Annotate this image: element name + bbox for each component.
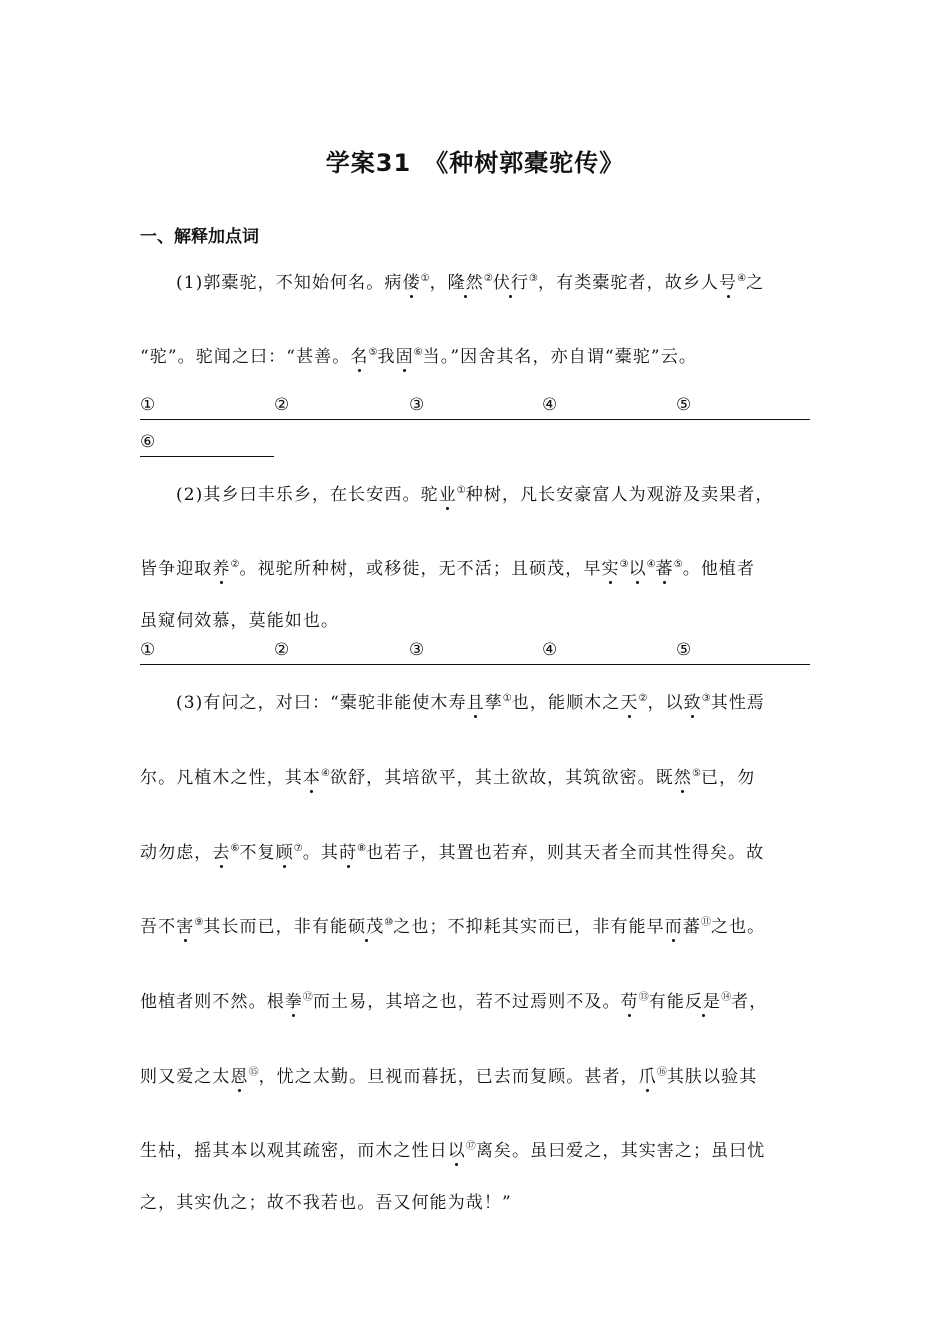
blank-marker: ③ — [409, 395, 425, 415]
p3-line3: 动勿虑，去⑥不复顾⑦。其莳⑧也若子，其置也若弃，则其天者全而其性得矣。故 — [140, 843, 765, 863]
p3-line7: 生枯，摇其本以观其疏密，而木之性日以⑰离矣。虽曰爱之，其实害之；虽曰忧 — [140, 1141, 766, 1161]
p3-line4: 吾不害⑨其长而已，非有能硕茂⑩之也；不抑耗其实而已，非有能早而蕃⑪之也。 — [140, 917, 766, 937]
p3-line5: 他植者则不然。根拳⑫而土易，其培之也，若不过焉则不及。苟⑬有能反是⑭者， — [140, 992, 768, 1012]
blank-marker: ④ — [542, 640, 558, 660]
blank-marker: ⑤ — [676, 640, 692, 660]
section-heading: 一、解释加点词 — [140, 227, 259, 247]
page-title: 学案31 《种树郭橐驼传》 — [325, 149, 625, 177]
p1-answer-blank6[interactable] — [140, 432, 274, 457]
p2-line2: 皆争迎取养②。视驼所种树，或移徙，无不活；且硕茂，早实③以④蕃⑤。他植者 — [140, 559, 756, 579]
blank-marker: ② — [274, 640, 290, 660]
blank-marker: ④ — [542, 395, 558, 415]
p1-line2: “驼”。驼闻之曰：“甚善。名⑤我固⑥当。”因舍其名，亦自谓“橐驼”云。 — [140, 347, 697, 367]
blank-marker: ⑥ — [140, 432, 156, 452]
p3-line2: 尔。凡植木之性，其本④欲舒，其培欲平，其土欲故，其筑欲密。既然⑤已，勿 — [140, 768, 756, 788]
p2-line3: 虽窥伺效慕，莫能如也。 — [140, 611, 340, 631]
p3-line6: 则又爱之太恩⑮，忧之太勤。旦视而暮抚，已去而复顾。甚者，爪⑯其肤以验其 — [140, 1067, 758, 1087]
p3-line1: (3)有问之，对曰：“橐驼非能使木寿且孳①也，能顺木之天②，以致③其性焉 — [176, 693, 766, 713]
p3-line8: 之，其实仇之；故不我若也。吾又何能为哉！” — [140, 1193, 512, 1213]
blank-marker: ⑤ — [676, 395, 692, 415]
blank-marker: ② — [274, 395, 290, 415]
blank-marker: ① — [140, 395, 156, 415]
p2-line1: (2)其乡曰丰乐乡，在长安西。驼业①种树，凡长安豪富人为观游及卖果者， — [176, 485, 774, 505]
p2-answer-blanks[interactable] — [140, 640, 810, 665]
p1-answer-blanks[interactable] — [140, 395, 810, 420]
blank-marker: ① — [140, 640, 156, 660]
p1-line1: (1)郭橐驼，不知始何名。病偻①，隆然②伏行③，有类橐驼者，故乡人号④之 — [176, 273, 765, 293]
blank-marker: ③ — [409, 640, 425, 660]
